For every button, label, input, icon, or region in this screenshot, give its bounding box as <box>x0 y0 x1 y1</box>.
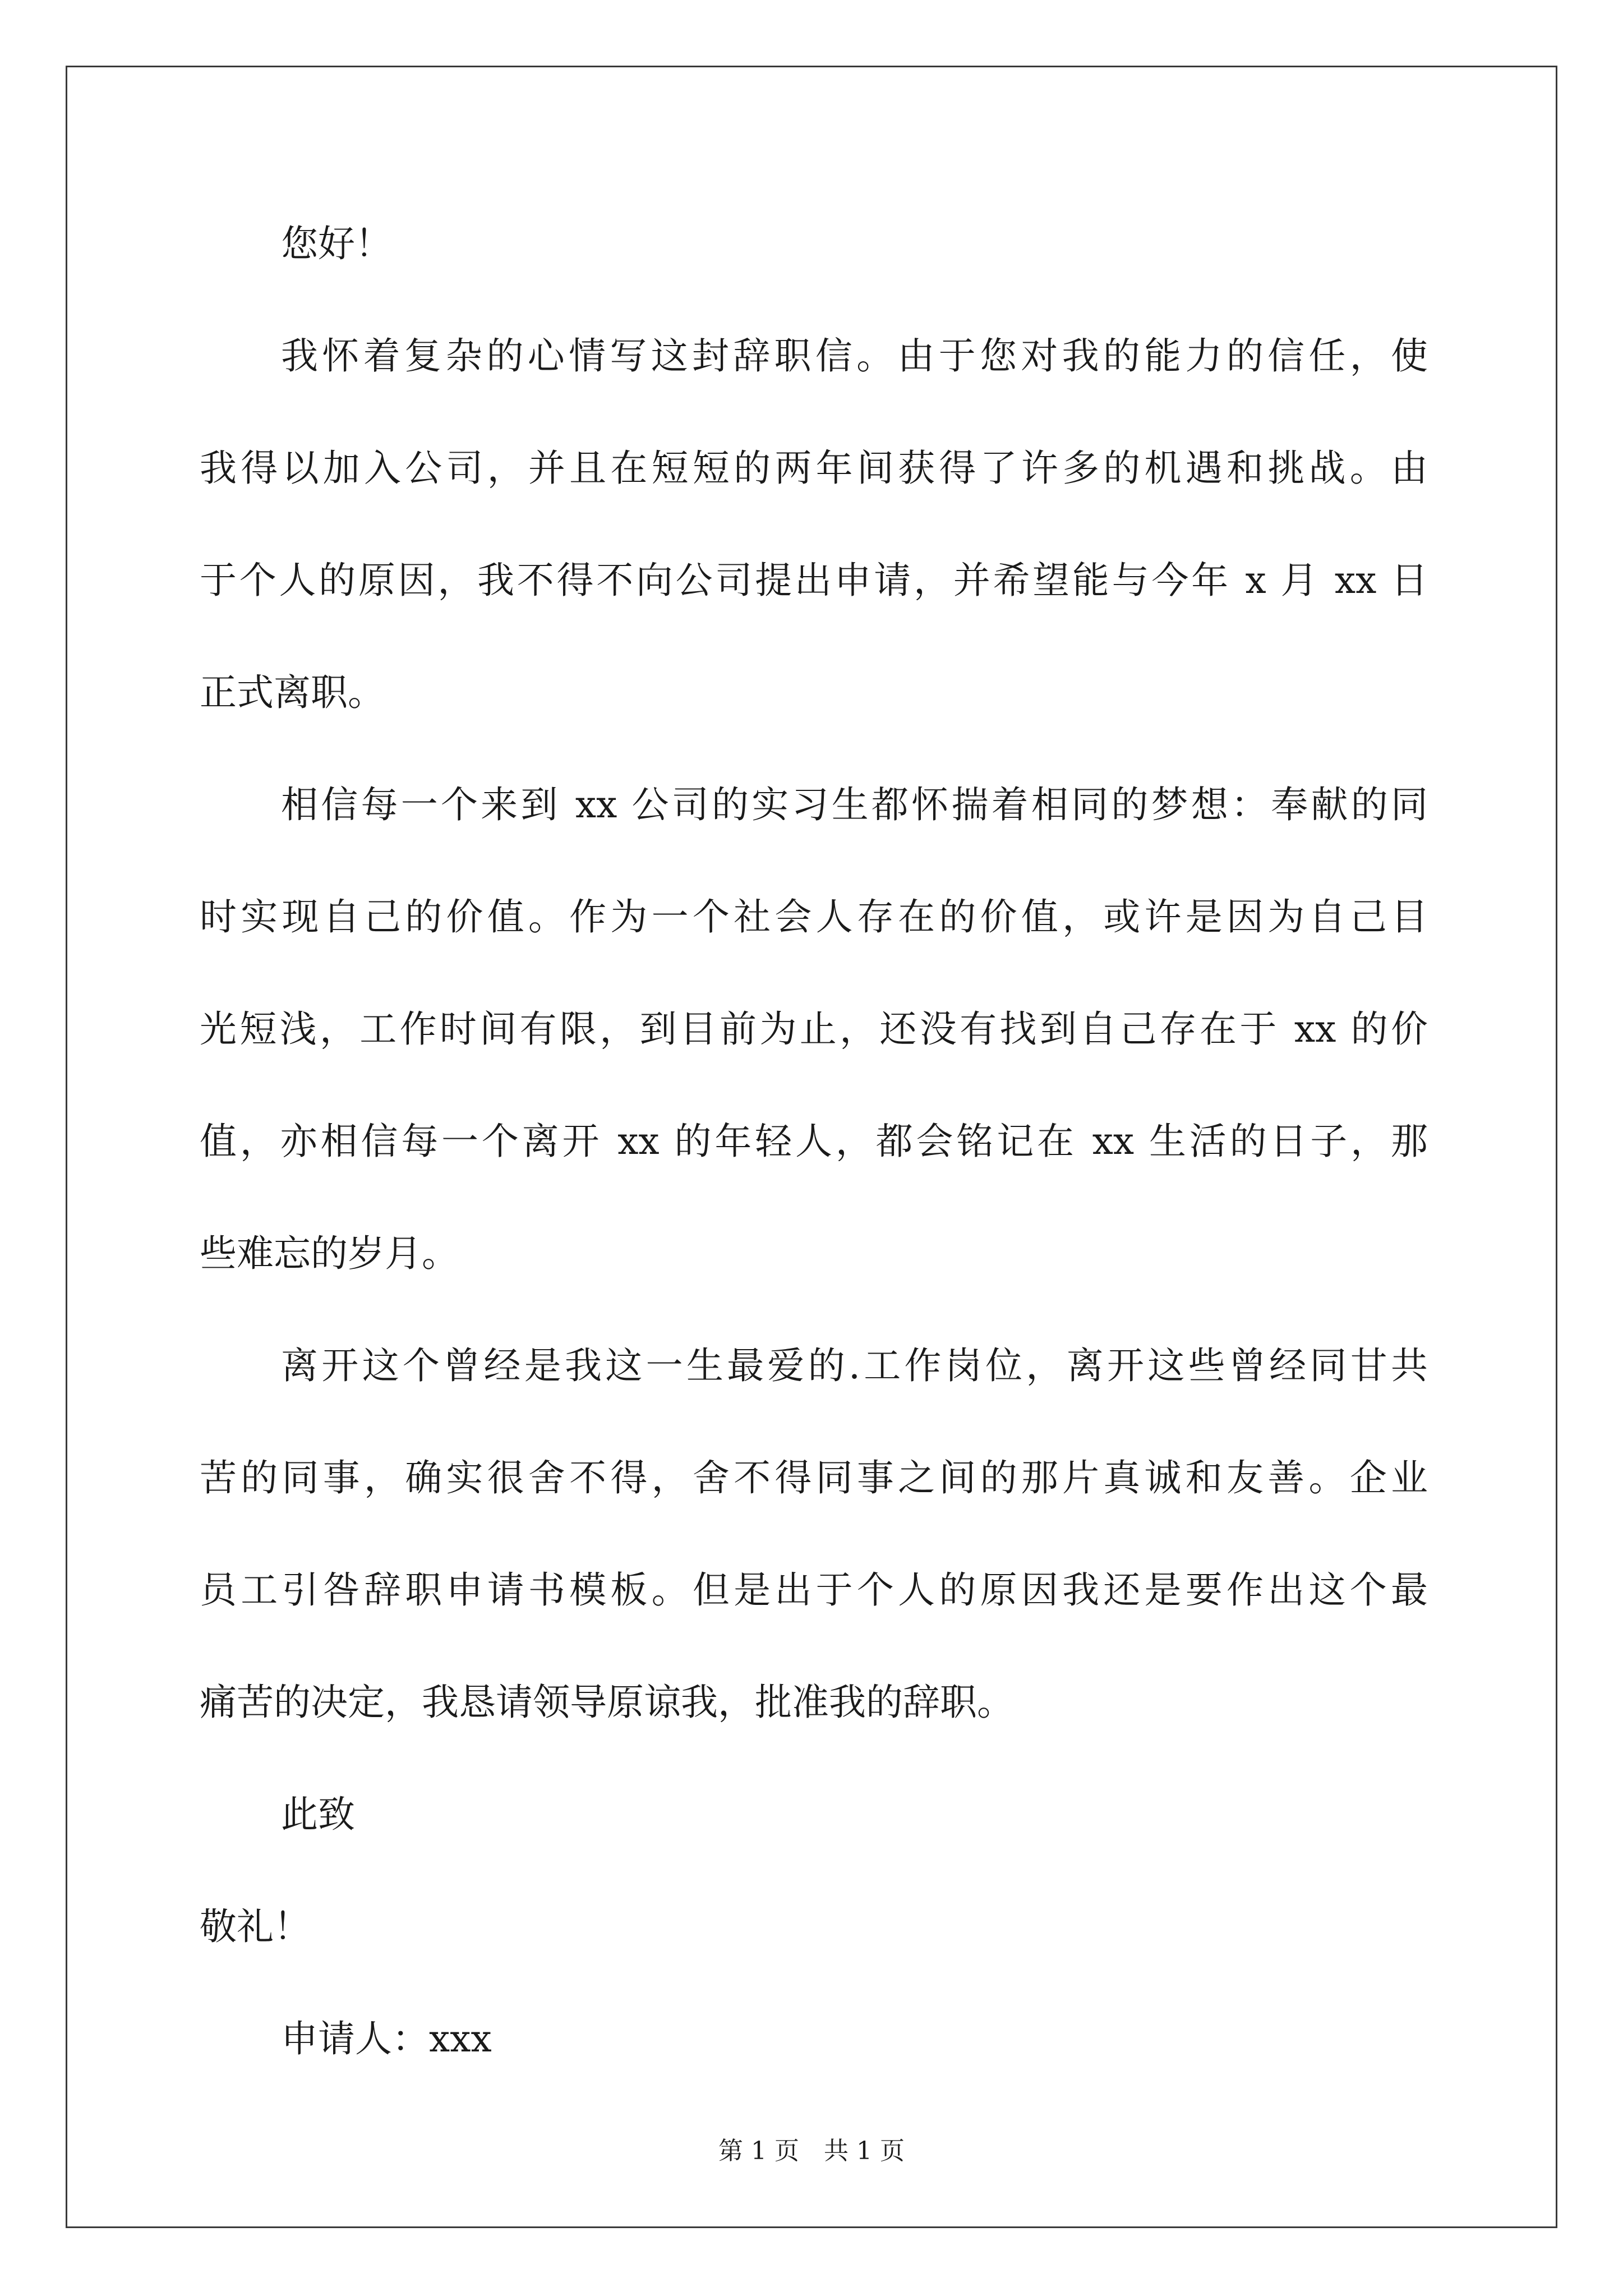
paragraph-line: 正式离职。 <box>200 671 385 714</box>
paragraph-line: 苦的同事，确实很舍不得，舍不得同事之间的那片真诚和友善。企业 <box>200 1456 1428 1499</box>
greeting: 您好！ <box>281 222 392 265</box>
paragraph-line: 我得以加入公司，并且在短短的两年间获得了许多的机遇和挑战。由 <box>200 447 1428 490</box>
paragraph-line: 相信每一个来到 xx 公司的实习生都怀揣着相同的梦想：奉献的同 <box>281 783 1428 826</box>
paragraph-line: 员工引咎辞职申请书模板。但是出于个人的原因我还是要作出这个最 <box>200 1568 1428 1612</box>
salute: 敬礼！ <box>200 1905 311 1948</box>
paragraph-line: 我怀着复杂的心情写这封辞职信。由于您对我的能力的信任，使 <box>281 334 1428 378</box>
closing: 此致 <box>281 1793 355 1836</box>
paragraph-line: 值，亦相信每一个离开 xx 的年轻人，都会铭记在 xx 生活的日子，那 <box>200 1120 1428 1163</box>
signature: 申请人：xxx <box>281 2017 492 2060</box>
paragraph-3 <box>200 1310 1428 1759</box>
page-number: 第 1 页 共 1 页 <box>718 2137 905 2165</box>
letter-body <box>200 188 1428 2095</box>
paragraph-1 <box>200 300 1428 749</box>
paragraph-line: 痛苦的决定，我恳请领导原谅我，批准我的辞职。 <box>200 1681 1014 1724</box>
paragraph-line: 光短浅，工作时间有限，到目前为止，还没有找到自己存在于 xx 的价 <box>200 1007 1428 1051</box>
paragraph-2 <box>200 749 1428 1310</box>
paragraph-line: 些难忘的岁月。 <box>200 1232 459 1275</box>
paragraph-line: 离开这个曾经是我这一生最爱的.工作岗位，离开这些曾经同甘共 <box>281 1344 1428 1387</box>
paragraph-line: 于个人的原因，我不得不向公司提出申请，并希望能与今年 x 月 xx 日 <box>200 559 1428 602</box>
paragraph-line: 时实现自己的价值。作为一个社会人存在的价值，或许是因为自己目 <box>200 895 1428 938</box>
